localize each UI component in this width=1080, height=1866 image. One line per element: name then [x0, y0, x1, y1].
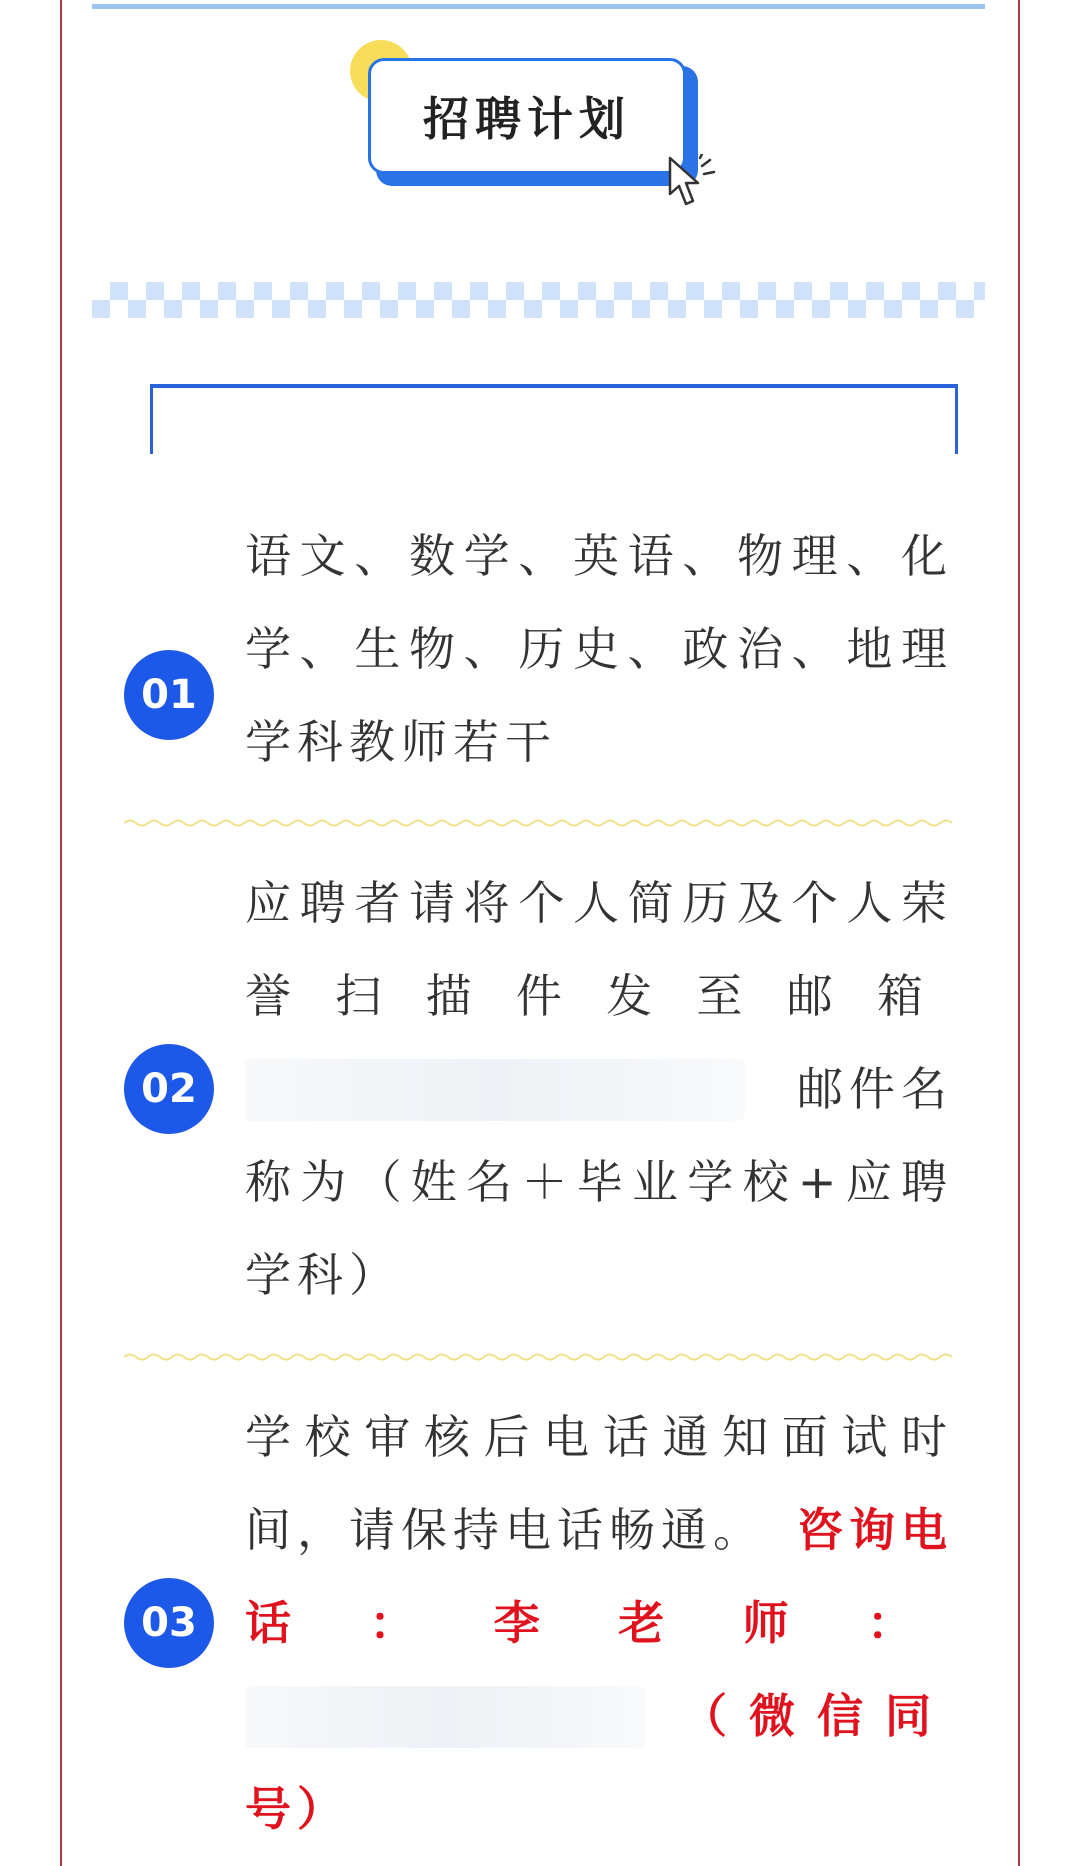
content-frame-top [150, 384, 958, 454]
wechat-note: （微信同 [681, 1689, 953, 1743]
item-text [245, 1391, 953, 1856]
item-line: 邮件名 [797, 1062, 953, 1116]
section-title-badge [340, 36, 710, 216]
page-title: 招聘计划 [423, 92, 631, 146]
item-line: 学科教师若干 [245, 715, 557, 769]
contact-teacher-line: 话：李老师： [245, 1596, 953, 1650]
number-badge: 02 [124, 1044, 214, 1134]
right-border-line [1018, 0, 1020, 1866]
item-text [245, 857, 953, 1322]
item-line: 间，请保持电话畅通。 [245, 1503, 765, 1557]
wechat-note-end: 号） [245, 1782, 349, 1836]
item-line: 应聘者请将个人简历及个人荣 [245, 876, 953, 930]
phone-number-redacted [245, 1686, 645, 1748]
item-text [245, 510, 953, 789]
email-address-redacted [245, 1059, 745, 1121]
email-line [245, 1043, 953, 1136]
contact-label: 咨询电 [797, 1503, 953, 1557]
title-box [368, 58, 686, 174]
item-line: 学科） [245, 1248, 401, 1302]
item-line-row [245, 1484, 953, 1577]
top-divider [92, 4, 985, 9]
item-line: 语文、数学、英语、物理、化 [245, 529, 953, 583]
item-line: 称为（姓名＋毕业学校+应聘 [245, 1155, 953, 1209]
wavy-divider [124, 818, 956, 828]
left-border-line [60, 0, 62, 1866]
phone-line [245, 1670, 953, 1763]
item-line: 学校审核后电话通知面试时 [245, 1410, 953, 1464]
cursor-arrow-icon [666, 154, 718, 210]
item-line: 誉扫描件发至邮箱 [245, 969, 953, 1023]
wavy-divider [124, 1352, 956, 1362]
checker-pattern-strip [92, 282, 985, 318]
item-line: 学、生物、历史、政治、地理 [245, 622, 953, 676]
number-badge: 03 [124, 1578, 214, 1668]
number-badge: 01 [124, 650, 214, 740]
